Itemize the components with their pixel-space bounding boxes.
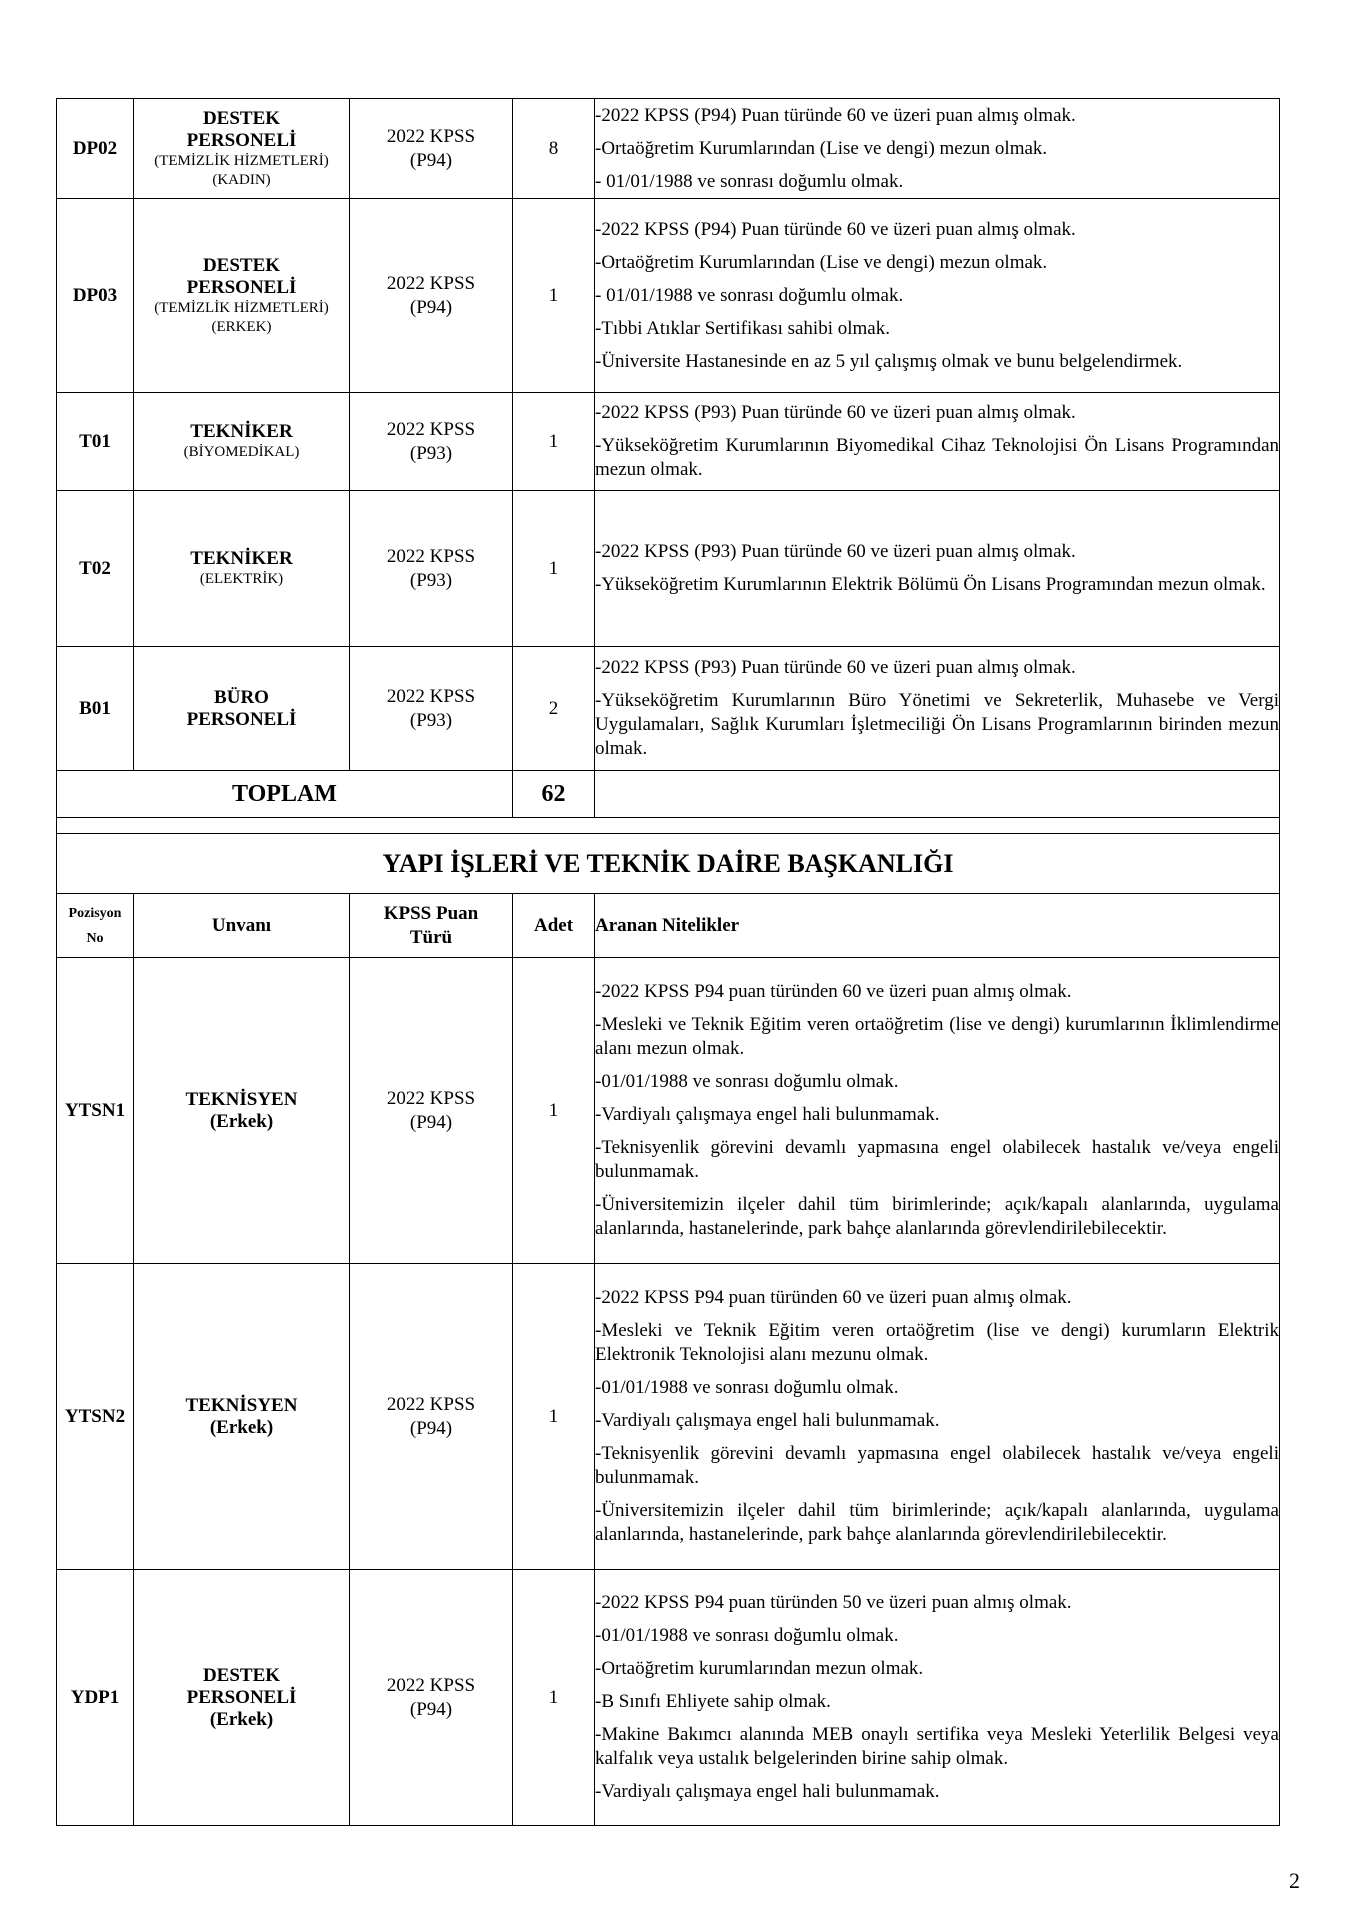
position-code: B01 (57, 647, 134, 771)
position-title: BÜRO PERSONELİ (134, 647, 350, 771)
position-code: DP02 (57, 99, 134, 199)
empty-cell (595, 771, 1280, 818)
total-label: TOPLAM (57, 771, 513, 817)
header-kpss: KPSS Puan Türü (350, 894, 513, 958)
position-title: TEKNİSYEN (Erkek) (134, 958, 350, 1264)
total-row (57, 771, 1280, 818)
kpss-type: 2022 KPSS (P94) (350, 199, 513, 393)
table-row (57, 647, 1280, 771)
position-code: T02 (57, 491, 134, 647)
kpss-type: 2022 KPSS (P94) (350, 958, 513, 1264)
position-count: 2 (513, 647, 595, 771)
kpss-type: 2022 KPSS (P94) (350, 1264, 513, 1570)
position-title: TEKNİKER (BİYOMEDİKAL) (134, 393, 350, 491)
position-count: 1 (513, 199, 595, 393)
position-code: T01 (57, 393, 134, 491)
requirements: -2022 KPSS (P94) Puan türünde 60 ve üzeri puan almış olmak. -Ortaöğretim Kurumlarından (Lise ve dengi) mezun olmak. - 01/01/1988 ve sonrası doğumlu olmak. -Tıbbi Atıklar Sertifikası sahibi olmak. -Üniversite Hastanesinde en az 5 yıl çalışmış olmak ve bunu belgelendirmek. (595, 199, 1280, 393)
requirements: -2022 KPSS P94 puan türünden 60 ve üzeri puan almış olmak. -Mesleki ve Teknik Eğitim veren ortaöğretim (lise ve dengi) kurumların Elektrik Elektronik Teknolojisi alanı mezunu olmak. -01/01/1988 ve sonrası doğumlu olmak. -Vardiyalı çalışmaya engel hali bulunmamak. -Teknisyenlik görevini devamlı yapmasına engel olabilecek hastalık ve/veya engeli bulunmamak. -Üniversitemizin ilçeler dahil tüm birimlerinde; açık/kapalı alanlarında, uygulama alanlarında, hastanelerinde, park bahçe alanlarında görevlendirilebilecektir. (595, 1264, 1280, 1570)
position-count: 1 (513, 1570, 595, 1826)
table-row (57, 393, 1280, 491)
table-row (57, 199, 1280, 393)
kpss-type: 2022 KPSS (P94) (350, 1570, 513, 1826)
position-title: TEKNİSYEN (Erkek) (134, 1264, 350, 1570)
header-title: Unvanı (134, 894, 350, 958)
requirements: -2022 KPSS (P93) Puan türünde 60 ve üzeri puan almış olmak. -Yükseköğretim Kurumlarının Elektrik Bölümü Ön Lisans Programından mezun olmak. (595, 491, 1280, 647)
header-row (57, 894, 1280, 958)
position-count: 1 (513, 393, 595, 491)
position-title: DESTEK PERSONELİ (TEMİZLİK HİZMETLERİ) (ERKEK) (134, 199, 350, 393)
spacer-row (57, 818, 1280, 834)
table-row (57, 1264, 1280, 1570)
position-code: YTSN2 (57, 1264, 134, 1570)
header-adet: Adet (513, 894, 595, 958)
header-position-no: Pozisyon No (57, 894, 134, 958)
section-title-row (57, 834, 1280, 894)
position-title: TEKNİKER (ELEKTRİK) (134, 491, 350, 647)
position-code: YTSN1 (57, 958, 134, 1264)
requirements: -2022 KPSS P94 puan türünden 60 ve üzeri puan almış olmak. -Mesleki ve Teknik Eğitim veren ortaöğretim (lise ve dengi) kurumlarının İklimlendirme alanı mezun olmak. -01/01/1988 ve sonrası doğumlu olmak. -Vardiyalı çalışmaya engel hali bulunmamak. -Teknisyenlik görevini devamlı yapmasına engel olabilecek hastalık ve/veya engeli bulunmamak. -Üniversitemizin ilçeler dahil tüm birimlerinde; açık/kapalı alanlarında, uygulama alanlarında, hastanelerinde, park bahçe alanlarında görevlendirilebilecektir. (595, 958, 1280, 1264)
requirements: -2022 KPSS P94 puan türünden 50 ve üzeri puan almış olmak. -01/01/1988 ve sonrası doğumlu olmak. -Ortaöğretim kurumlarından mezun olmak. -B Sınıfı Ehliyete sahip olmak. -Makine Bakımcı alanında MEB onaylı sertifika veya Mesleki Yeterlilik Belgesi veya kalfalık veya ustalık belgelerinden birine sahip olmak. -Vardiyalı çalışmaya engel hali bulunmamak. (595, 1570, 1280, 1826)
table-row (57, 99, 1280, 199)
position-count: 1 (513, 958, 595, 1264)
position-count: 1 (513, 1264, 595, 1570)
positions-table (56, 98, 1280, 1826)
table-row (57, 958, 1280, 1264)
requirements: -2022 KPSS (P93) Puan türünde 60 ve üzeri puan almış olmak. -Yükseköğretim Kurumlarının Büro Yönetimi ve Sekreterlik, Muhasebe ve Vergi Uygulamaları, Sağlık Kurumları İşletmeciliği Ön Lisans Programlarının birinden mezun olmak. (595, 647, 1280, 771)
table-row (57, 491, 1280, 647)
page-number: 2 (1289, 1868, 1300, 1893)
position-count: 8 (513, 99, 595, 199)
requirements: -2022 KPSS (P94) Puan türünde 60 ve üzeri puan almış olmak. -Ortaöğretim Kurumlarından (Lise ve dengi) mezun olmak. - 01/01/1988 ve sonrası doğumlu olmak. (595, 99, 1280, 199)
position-title: DESTEK PERSONELİ (Erkek) (134, 1570, 350, 1826)
kpss-type: 2022 KPSS (P93) (350, 647, 513, 771)
position-count: 1 (513, 491, 595, 647)
table-row (57, 1570, 1280, 1826)
kpss-type: 2022 KPSS (P93) (350, 491, 513, 647)
position-code: DP03 (57, 199, 134, 393)
section-title: YAPI İŞLERİ VE TEKNİK DAİRE BAŞKANLIĞI (57, 834, 1280, 894)
total-value: 62 (541, 780, 566, 807)
position-title: DESTEK PERSONELİ (TEMİZLİK HİZMETLERİ) (KADIN) (134, 99, 350, 199)
requirements: -2022 KPSS (P93) Puan türünde 60 ve üzeri puan almış olmak. -Yükseköğretim Kurumlarının Biyomedikal Cihaz Teknolojisi Ön Lisans Programından mezun olmak. (595, 393, 1280, 491)
kpss-type: 2022 KPSS (P94) (350, 99, 513, 199)
kpss-type: 2022 KPSS (P93) (350, 393, 513, 491)
header-requirements: Aranan Nitelikler (595, 894, 1280, 958)
position-code: YDP1 (57, 1570, 134, 1826)
